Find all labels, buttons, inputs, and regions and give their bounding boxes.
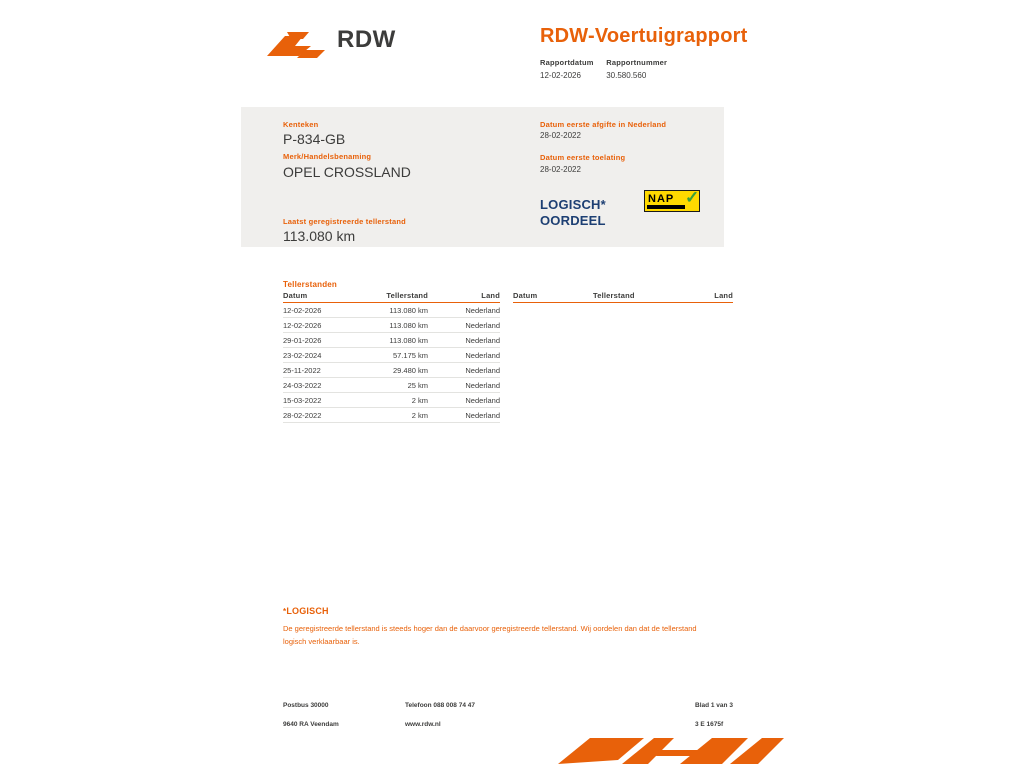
nap-logo-text: NAP xyxy=(648,193,675,205)
cell-datum: 24-03-2022 xyxy=(283,380,322,390)
table-row xyxy=(283,378,500,393)
table-header-row xyxy=(283,291,500,303)
oordeel-line-2: OORDEEL xyxy=(540,213,606,228)
footnote-title xyxy=(283,606,329,616)
cell-land: Nederland xyxy=(465,305,500,315)
table-row xyxy=(283,363,500,378)
col-tellerstand: Tellerstand xyxy=(386,291,428,300)
cell-tellerstand: 57.175 km xyxy=(392,350,428,360)
footnote-star: * xyxy=(283,607,287,616)
oordeel-badge xyxy=(540,197,606,229)
table-row xyxy=(283,333,500,348)
col-tellerstand-right: Tellerstand xyxy=(593,291,635,300)
cell-tellerstand: 113.080 km xyxy=(389,320,428,330)
vehicle-summary-panel xyxy=(241,107,724,247)
cell-datum: 15-03-2022 xyxy=(283,395,322,405)
footer-phone: Telefoon 088 008 74 47 xyxy=(405,702,475,709)
cell-tellerstand: 113.080 km xyxy=(389,335,428,345)
meta-rapportdatum xyxy=(540,58,604,80)
cell-datum: 28-02-2022 xyxy=(283,410,322,420)
report-meta xyxy=(540,58,667,80)
page-title: RDW-Voertuigrapport xyxy=(540,25,748,47)
cell-datum: 29-01-2026 xyxy=(283,335,322,345)
col-land: Land xyxy=(481,291,500,300)
footer-address xyxy=(283,702,339,728)
eerste-toelating-value: 28-02-2022 xyxy=(540,165,581,174)
laatste-tellerstand-label: Laatst geregistreerde tellerstand xyxy=(283,217,406,226)
cell-tellerstand: 25 km xyxy=(407,380,428,390)
oordeel-line-1: LOGISCH* xyxy=(540,197,606,212)
footer-doc-code: 3 E 1675f xyxy=(695,721,724,728)
laatste-tellerstand-value: 113.080 km xyxy=(283,228,356,244)
footer-website[interactable]: www.rdw.nl xyxy=(405,721,441,728)
logo-text: RDW xyxy=(337,26,396,53)
nap-logo-bar xyxy=(647,205,685,209)
footer-address-line2: 9640 RA Veendam xyxy=(283,721,339,728)
check-icon: ✓ xyxy=(685,188,700,207)
rdw-arrow-logo-icon xyxy=(265,30,333,64)
eerste-toelating-label: Datum eerste toelating xyxy=(540,153,626,162)
meta-rapportdatum-value: 12-02-2026 xyxy=(540,71,581,80)
col-datum-right: Datum xyxy=(513,291,538,300)
kenteken-label: Kenteken xyxy=(283,120,319,129)
col-land-right: Land xyxy=(714,291,733,300)
merk-value: OPEL CROSSLAND xyxy=(283,164,411,180)
eerste-afgifte-value: 28-02-2022 xyxy=(540,131,581,140)
cell-land: Nederland xyxy=(465,350,500,360)
meta-rapportnummer-value: 30.580.560 xyxy=(606,71,647,80)
cell-datum: 12-02-2026 xyxy=(283,320,322,330)
footer-page-info xyxy=(695,702,733,728)
table-row xyxy=(283,408,500,423)
cell-land: Nederland xyxy=(465,380,500,390)
table-row xyxy=(283,348,500,363)
tellerstanden-title: Tellerstanden xyxy=(283,280,338,289)
meta-rapportdatum-label: Rapportdatum xyxy=(540,58,594,67)
cell-tellerstand: 2 km xyxy=(411,410,428,420)
cell-datum: 23-02-2024 xyxy=(283,350,322,360)
tellerstanden-table-second-column xyxy=(513,291,733,303)
footer-address-line1: Postbus 30000 xyxy=(283,702,329,709)
cell-land: Nederland xyxy=(465,365,500,375)
footnote-title-text: LOGISCH xyxy=(286,606,329,616)
tellerstanden-table xyxy=(283,291,500,423)
merk-label: Merk/Handelsbenaming xyxy=(283,152,372,161)
table-row xyxy=(283,303,500,318)
col-datum: Datum xyxy=(283,291,308,300)
footer-page-number: Blad 1 van 3 xyxy=(695,702,733,709)
rdw-bottom-graphic-icon xyxy=(548,738,788,768)
table-row xyxy=(283,318,500,333)
footer-contact xyxy=(405,702,475,728)
eerste-afgifte-label: Datum eerste afgifte in Nederland xyxy=(540,120,667,129)
meta-rapportnummer-label: Rapportnummer xyxy=(606,58,668,67)
cell-datum: 25-11-2022 xyxy=(283,365,321,375)
meta-rapportnummer xyxy=(606,58,667,80)
table-header-row-right xyxy=(513,291,733,303)
cell-tellerstand: 29.480 km xyxy=(392,365,428,375)
cell-land: Nederland xyxy=(465,410,500,420)
cell-land: Nederland xyxy=(465,320,500,330)
cell-tellerstand: 2 km xyxy=(411,395,428,405)
kenteken-value: P-834-GB xyxy=(283,131,346,147)
table-row xyxy=(283,393,500,408)
cell-datum: 12-02-2026 xyxy=(283,305,322,315)
cell-land: Nederland xyxy=(465,395,500,405)
cell-land: Nederland xyxy=(465,335,500,345)
footnote-body: De geregistreerde tellerstand is steeds hoger dan de daarvoor geregistreerde tellerstand. Wij oordelen dan dat de tellerstand logisch verklaarbaar is. xyxy=(283,624,697,646)
rdw-logo xyxy=(265,22,395,68)
cell-tellerstand: 113.080 km xyxy=(389,305,428,315)
